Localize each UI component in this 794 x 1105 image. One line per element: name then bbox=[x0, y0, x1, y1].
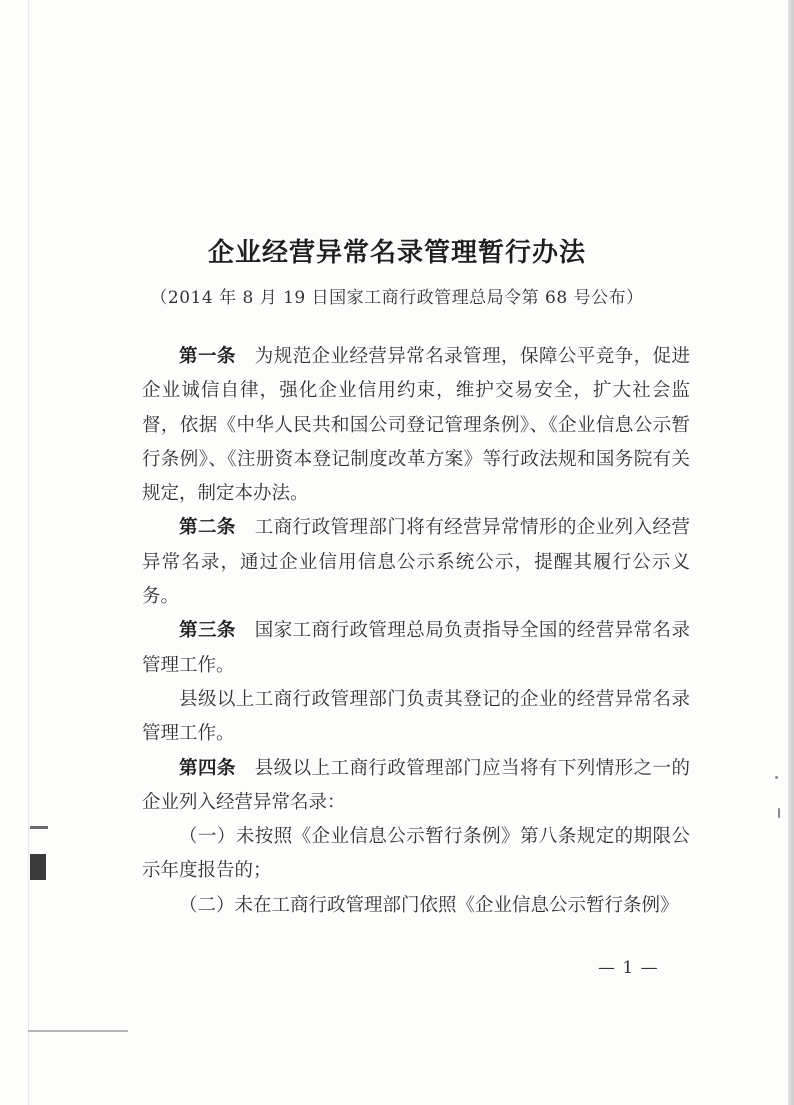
document-body bbox=[142, 340, 690, 923]
paragraph bbox=[142, 614, 690, 683]
paragraph-text: （一）未按照《企业信息公示暂行条例》第八条规定的期限公示年度报告的； bbox=[142, 826, 690, 882]
paragraph bbox=[142, 340, 690, 511]
paragraph-text: 县级以上工商行政管理部门负责其登记的企业的经营异常名录管理工作。 bbox=[142, 688, 690, 745]
scan-mark-dash bbox=[30, 826, 48, 829]
scan-edge-line bbox=[28, 0, 29, 1105]
paragraph bbox=[142, 889, 690, 923]
page-number: — 1 — bbox=[598, 958, 659, 978]
scan-edge-shadow bbox=[788, 0, 794, 1105]
paragraph bbox=[142, 683, 690, 752]
paragraph bbox=[142, 752, 690, 821]
paragraph-text: （二）未在工商行政管理部门依照《企业信息公示暂行条例》 bbox=[179, 894, 679, 916]
article-number: 第四条 bbox=[179, 757, 236, 779]
article-number: 第一条 bbox=[179, 346, 236, 367]
paragraph-text: 工商行政管理部门将有经营异常情形的企业列入经营异常名录，通过企业信用信息公示系统公示，提醒其履行公示义务。 bbox=[142, 517, 690, 608]
paragraph-text: 为规范企业经营异常名录管理，保障公平竞争，促进企业诚信自律，强化企业信用约束，维护交易安全，扩大社会监督，依据《中华人民共和国公司登记管理条例》、《企业信息公示暂行条例》、《注册资本登记制度改革方案》等行政法规和国务院有关规定，制定本办法。 bbox=[142, 346, 690, 505]
scan-speck bbox=[775, 776, 778, 779]
article-number: 第二条 bbox=[179, 517, 236, 539]
scan-mark-block bbox=[30, 854, 46, 880]
document-title: 企业经营异常名录管理暂行办法 bbox=[207, 238, 586, 268]
scan-speck bbox=[778, 808, 780, 818]
scan-bottom-line bbox=[28, 1030, 128, 1032]
paragraph bbox=[142, 511, 690, 614]
document-subtitle: （2014 年 8 月 19 日国家工商行政管理总局令第 68 号公布） bbox=[150, 288, 644, 308]
paragraph-text: 县级以上工商行政管理部门应当将有下列情形之一的企业列入经营异常名录： bbox=[142, 757, 690, 813]
article-number: 第三条 bbox=[179, 620, 236, 642]
paragraph bbox=[142, 820, 690, 889]
paragraph-text: 国家工商行政管理总局负责指导全国的经营异常名录管理工作。 bbox=[142, 620, 690, 676]
